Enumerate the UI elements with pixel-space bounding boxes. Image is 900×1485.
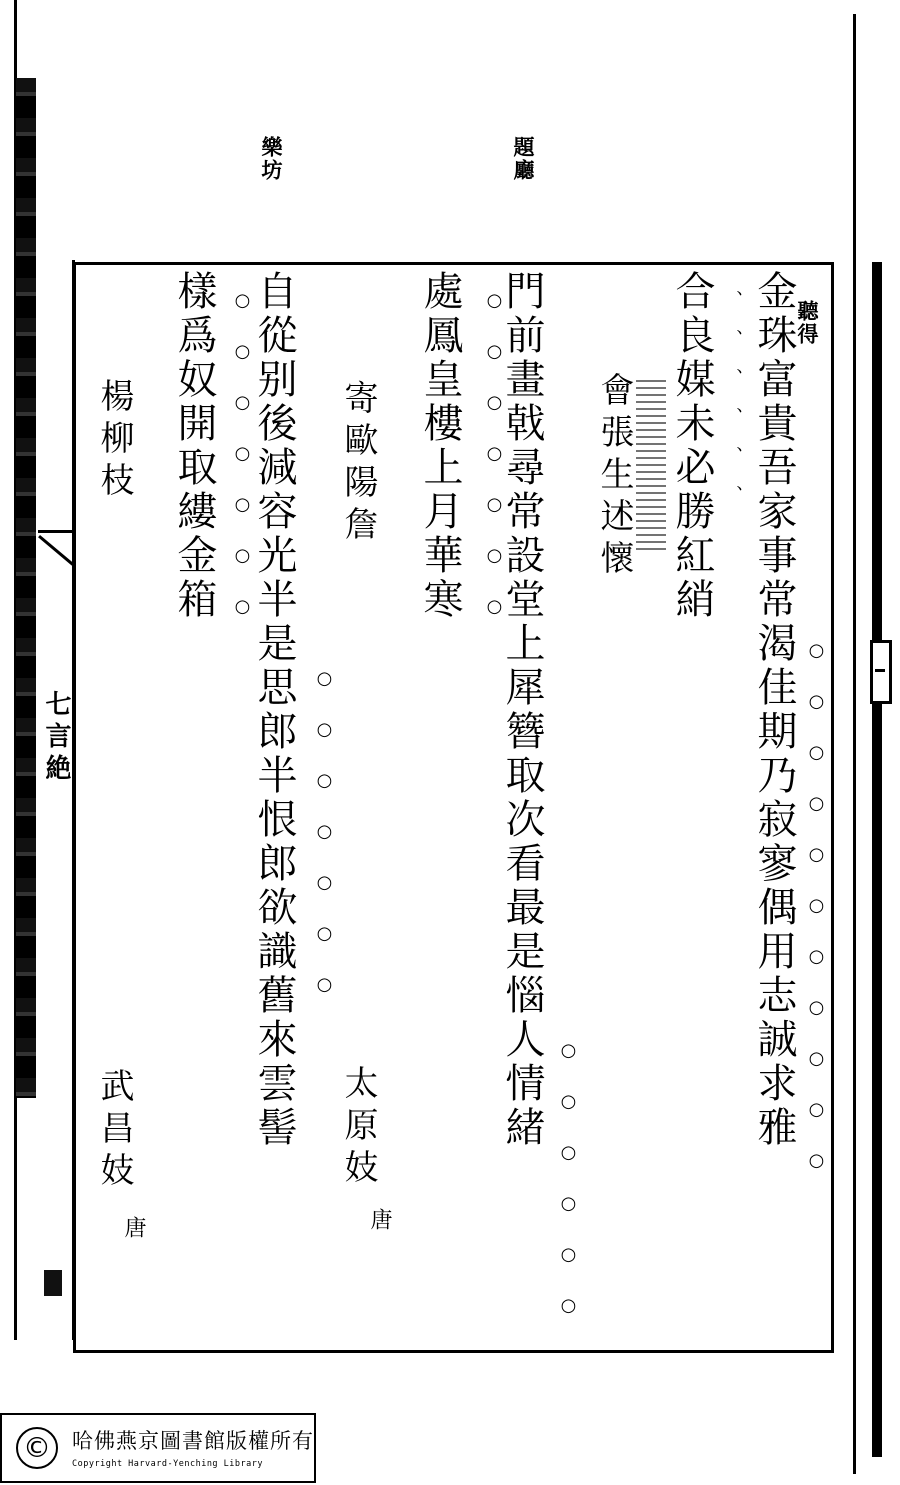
poet-name-2: 武昌妓: [94, 1068, 134, 1194]
volume-label: 七言絶: [41, 690, 71, 786]
copyright-subtext: Copyright Harvard-Yenching Library: [72, 1459, 263, 1469]
copyright-text: 哈佛燕京圖書館版權所有: [72, 1429, 314, 1453]
emphasis-marks-7b: ○○○○○○○: [314, 668, 335, 1025]
dynasty-note-1: 唐: [367, 1208, 392, 1232]
page-tab-mark: [870, 640, 892, 704]
copyright-stamp: [0, 1413, 316, 1483]
emphasis-marks-1: ○○○○○○○○○○○: [806, 640, 827, 1201]
text-column-7: 自從别後減容光半是思郎半恨郎欲識舊來雲髻: [251, 270, 297, 1150]
center-fold-column: [38, 260, 72, 1340]
text-column-2: 合良媒未必勝紅綃: [669, 270, 715, 622]
copyright-icon: ©: [16, 1427, 58, 1469]
right-page-edge: [872, 262, 882, 1457]
seal-impression: [636, 380, 666, 550]
poem-title-3: 楊柳枝: [94, 378, 134, 504]
column-heading-3: 樂坊: [259, 136, 284, 182]
emphasis-marks-4a: ○○○○○○○: [484, 290, 505, 647]
text-column-1: 金珠富貴吾家事常渴佳期乃寂寥偶用志誠求雅: [751, 270, 797, 1150]
column-heading-2: 題廳: [511, 136, 536, 182]
binding-edge: [16, 78, 36, 1098]
right-border-line: [853, 14, 856, 1474]
emphasis-marks-7a: ○○○○○○○: [232, 290, 253, 647]
column-heading-1: 聽得: [795, 300, 820, 346]
poet-name-1: 太原妓: [338, 1065, 378, 1191]
text-column-4: 門前畫戟尋常設堂上犀簪取次看最是惱人情緒: [499, 270, 545, 1150]
poem-title-1: 會張生述懷: [594, 372, 634, 582]
text-column-5: 處鳳皇樓上月華寒: [417, 270, 463, 622]
page-number-mark: [38, 1270, 74, 1296]
fish-tail-mark: [38, 530, 74, 579]
emphasis-marks-2: 、、、、、、: [722, 290, 743, 533]
emphasis-marks-4b: ○○○○○○: [558, 1040, 579, 1346]
text-column-8: 樣爲奴開取縷金箱: [171, 270, 217, 622]
dynasty-note-2: 唐: [121, 1216, 146, 1240]
poem-title-2: 寄歐陽詹: [338, 380, 378, 548]
